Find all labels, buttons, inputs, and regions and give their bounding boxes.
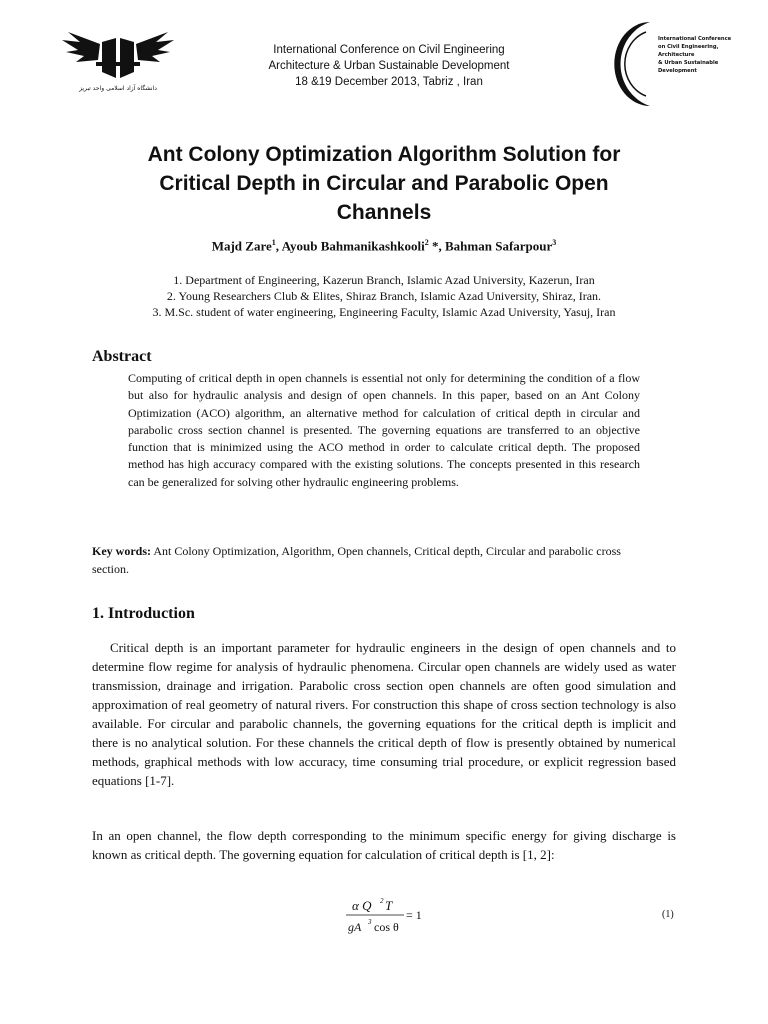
equation-rhs: = 1 [406,908,422,922]
equation-denominator-exponent: 3 [368,918,372,926]
equation-numerator: α Q [352,898,372,913]
conference-line: 18 &19 December 2013, Tabriz , Iran [295,76,483,88]
equation-numerator-exponent: 2 [380,897,384,905]
equation-number: (1) [662,909,674,920]
author-affiliation-mark: 1 [271,238,276,247]
keywords [92,543,652,578]
conference-line: Architecture & Urban Sustainable Development [268,60,510,72]
intro-paragraph: Critical depth is an important parameter for hydraulic engineers in the design of open channels and to determine flow regime for analysis of hydraulic phenomena. Circular open channels are widely used as water transmission, drainage and irrigation. Parabolic cross section open channels are often good simulation and approximation of real geometry of natural rivers. For construction this shape of cross section technology is also available. For circular and parabolic channels, the governing equations for the critical depth is implicit and there is no analytical solution. For these channels the critical depth of flow is presently obtained by numerical methods, graphical methods with low accuracy, time consuming trial procedure, or explicit regression based equations [1-7]. [92,640,676,788]
author-name: Bahman Safarpour [445,238,553,254]
critical-depth-equation [330,895,440,939]
university-logo [58,28,178,98]
keywords-text: Ant Colony Optimization, Algorithm, Open channels, Critical depth, Circular and parabolic cross section. [92,544,621,576]
seal-text: & Urban Sustainable [658,60,719,66]
seal-text: on Civil Engineering, [658,44,719,50]
affiliation-list [80,272,688,320]
author-affiliation-mark: 3 [552,238,557,247]
affiliation-item: 1. Department of Engineering, Kazerun Branch, Islamic Azad University, Kazerun, Iran [173,273,595,287]
conference-line: International Conference on Civil Engineering [273,44,505,56]
equation-denominator: gA [348,920,362,934]
affiliation-item: 3. M.Sc. student of water engineering, Engineering Faculty, Islamic Azad University, Yasuj, Iran [152,305,616,319]
author-name: Ayoub Bahmanikashkooli [281,238,425,254]
conference-header [200,42,578,90]
abstract-body: Computing of critical depth in open channels is essential not only for determining the condition of a flow but also for hydraulic analysis and design of open channels. In this paper, based on an Ant Colony Optimization (ACO) algorithm, an alternative method for calculation of critical depth in circular and parabolic cross section channel is presented. The governing equations are transferred to an objective function that is minimized using the ACO method in order to calculate critical depth. The proposed method has high accuracy compared with the existing solutions. The concepts presented in this research can be generalized for solving other hydraulic engineering problems. [128,371,640,489]
abstract-heading: Abstract [92,348,152,365]
section-heading-introduction: 1. Introduction [92,605,195,622]
author-list [96,238,672,254]
wings-emblem-icon [58,28,178,98]
title-line: Ant Colony Optimization Algorithm Solution for [147,143,621,166]
seal-text: International Conference [658,36,732,42]
keywords-label: Key words: [92,544,151,558]
author-name: Majd Zare [211,238,272,254]
equation-numerator-tail: T [385,898,393,913]
affiliation-item: 2. Young Researchers Club & Elites, Shiraz Branch, Islamic Azad University, Shiraz, Iran. [166,289,602,303]
paper-title [96,140,672,227]
seal-text: Development [658,68,697,74]
logo-caption: دانشگاه آزاد اسلامی واحد تبریز [79,85,157,92]
title-line: Channels [336,201,432,224]
author-separator: *, [428,238,445,254]
author-affiliation-mark: 2 [424,238,429,247]
author-separator: , [275,238,282,254]
seal-text: Architecture [658,52,695,58]
conference-seal-icon [628,18,732,110]
intro-paragraph: In an open channel, the flow depth corresponding to the minimum specific energy for giving discharge is known as critical depth. The governing equation for calculation of critical depth is [1, 2]: [92,828,676,862]
equation-denominator-tail: cos θ [374,920,399,934]
conference-logo [628,18,732,110]
title-line: Critical Depth in Circular and Parabolic Open [159,172,609,195]
